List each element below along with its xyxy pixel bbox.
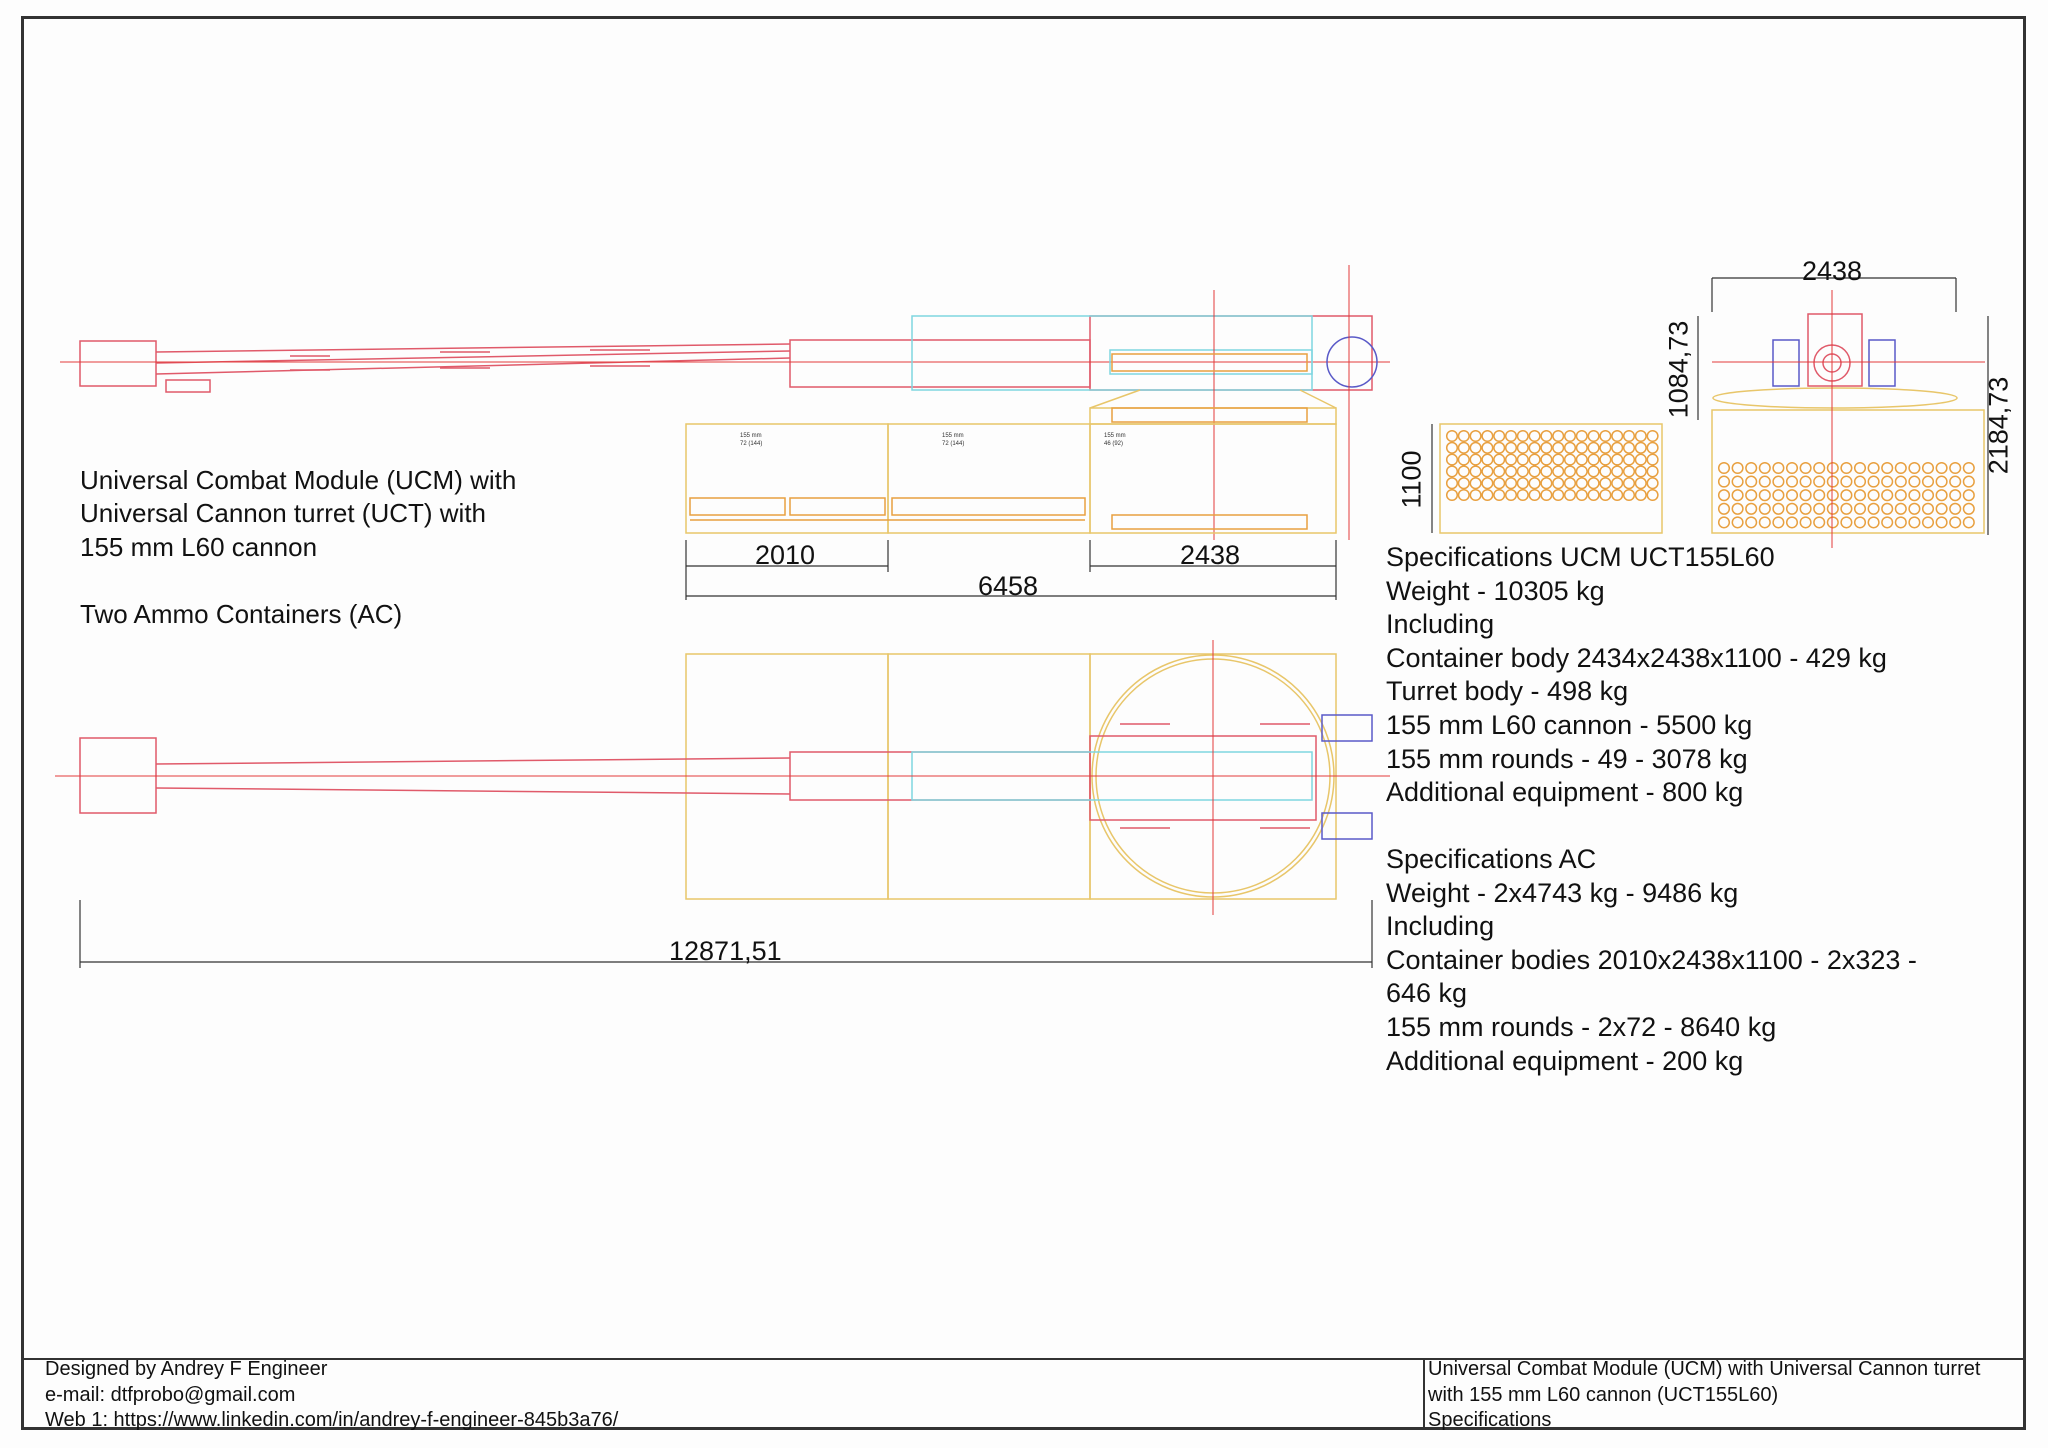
description-line-3: 155 mm L60 cannon [80,532,318,562]
round-symbol [1506,478,1517,489]
round-symbol [1964,476,1975,487]
round-symbol [1541,478,1552,489]
round-symbol [1719,463,1730,474]
round-symbol [1506,443,1517,454]
round-symbol [1565,431,1576,442]
round-symbol [1600,443,1611,454]
round-symbol [1541,443,1552,454]
email-text: e-mail: dtfprobo@gmail.com [45,1383,296,1406]
round-symbol [1964,490,1975,501]
round-symbol [1553,466,1564,477]
round-symbol [1760,463,1771,474]
specs-ucm-turret-body: Turret body - 498 kg [1386,676,1629,707]
round-symbol [1577,490,1588,501]
round-symbol [1950,490,1961,501]
round-symbol [1909,463,1920,474]
title-block-title [1428,1357,1980,1434]
round-symbol [1482,431,1493,442]
round-symbol [1518,454,1529,465]
description-line-1: Universal Combat Module (UCM) with [80,465,517,495]
round-symbol [1841,517,1852,528]
end-view-turret [1808,314,1862,386]
round-symbol [1909,504,1920,515]
round-symbol [1565,454,1576,465]
round-symbol [1447,466,1458,477]
dim-overall-height: 2184,73 [1983,376,2014,475]
side-turret [912,316,1312,390]
round-symbol [1773,490,1784,501]
round-symbol [1447,431,1458,442]
round-symbol [1470,490,1481,501]
round-symbol [1553,490,1564,501]
round-symbol [1459,490,1470,501]
round-symbol [1459,431,1470,442]
title-block-author [45,1357,618,1434]
round-symbol [1923,490,1934,501]
round-symbol [1760,517,1771,528]
round-symbol [1855,504,1866,515]
round-symbol [1936,517,1947,528]
side-container-labels [740,433,1126,447]
round-symbol [1882,517,1893,528]
round-symbol [1553,431,1564,442]
round-symbol [1868,490,1879,501]
round-symbol [1553,454,1564,465]
round-symbol [1732,463,1743,474]
round-symbol [1588,466,1599,477]
round-symbol [1482,490,1493,501]
round-symbol [1814,504,1825,515]
web-link: Web 1: https://www.linkedin.com/in/andrey-f-engineer-845b3a76/ [45,1409,619,1431]
round-symbol [1624,454,1635,465]
specs-ucm-including: Including [1386,609,1495,640]
round-symbol [1868,476,1879,487]
round-symbol [1760,476,1771,487]
specs-ucm-rounds: 155 mm rounds - 49 - 3078 kg [1386,743,1748,774]
round-symbol [1529,466,1540,477]
specs-ac-title: Specifications AC [1386,844,1597,874]
round-symbol [1494,478,1505,489]
round-symbol [1459,478,1470,489]
round-symbol [1647,443,1658,454]
round-symbol [1950,517,1961,528]
round-symbol [1719,504,1730,515]
round-symbol [1636,466,1647,477]
round-symbol [1828,517,1839,528]
round-symbol [1841,490,1852,501]
round-symbol [1600,431,1611,442]
round-symbol [1588,490,1599,501]
specs-ucm-title: Specifications UCM UCT155L60 [1386,542,1775,572]
round-symbol [1612,490,1623,501]
ac1-rounds-label: 72 (144) [740,441,763,447]
end-views [1440,290,1985,548]
round-symbol [1909,476,1920,487]
specs-ucm [1386,541,1887,810]
round-symbol [1950,476,1961,487]
dim-end-width: 2438 [1802,256,1863,286]
round-symbol [1909,490,1920,501]
round-symbol [1964,504,1975,515]
round-symbol [1647,454,1658,465]
round-symbol [1636,454,1647,465]
round-symbol [1588,431,1599,442]
round-symbol [1800,476,1811,487]
round-symbol [1896,476,1907,487]
round-symbol [1647,466,1658,477]
specs-ac-bodies-1: Container bodies 2010x2438x1100 - 2x323 - [1386,944,1917,975]
round-symbol [1482,443,1493,454]
round-symbol [1612,466,1623,477]
round-symbol [1447,443,1458,454]
dim-ucm-length: 2438 [1180,540,1241,570]
round-symbol [1855,463,1866,474]
round-symbol [1518,490,1529,501]
round-symbol [1529,443,1540,454]
round-symbol [1719,490,1730,501]
round-symbol [1882,504,1893,515]
end-view-ac-rounds [1447,431,1658,501]
round-symbol [1470,466,1481,477]
round-symbol [1828,463,1839,474]
round-symbol [1494,431,1505,442]
end-view-ucm-rounds [1719,463,1974,528]
round-symbol [1553,443,1564,454]
round-symbol [1600,466,1611,477]
round-symbol [1518,431,1529,442]
round-symbol [1800,504,1811,515]
round-symbol [1494,443,1505,454]
round-symbol [1529,490,1540,501]
round-symbol [1518,443,1529,454]
round-symbol [1909,517,1920,528]
round-symbol [1506,466,1517,477]
round-symbol [1577,454,1588,465]
round-symbol [1541,466,1552,477]
round-symbol [1518,466,1529,477]
round-symbol [1787,504,1798,515]
round-symbol [1647,490,1658,501]
ucm-rounds-label: 46 (92) [1104,441,1124,447]
ucm-caliber-label: 155 mm [1104,433,1126,439]
round-symbol [1647,478,1658,489]
round-symbol [1470,478,1481,489]
round-symbol [1447,478,1458,489]
round-symbol [1541,454,1552,465]
round-symbol [1494,466,1505,477]
end-view-side-boxes [1773,340,1895,386]
round-symbol [1588,443,1599,454]
round-symbol [1470,431,1481,442]
specs-ucm-additional: Additional equipment - 800 kg [1386,777,1744,808]
round-symbol [1470,454,1481,465]
round-symbol [1624,431,1635,442]
round-symbol [1541,490,1552,501]
round-symbol [1787,463,1798,474]
round-symbol [1565,490,1576,501]
round-symbol [1612,431,1623,442]
round-symbol [1719,476,1730,487]
round-symbol [1577,431,1588,442]
round-symbol [1814,463,1825,474]
round-symbol [1553,478,1564,489]
round-symbol [1760,504,1771,515]
round-symbol [1841,504,1852,515]
round-symbol [1882,490,1893,501]
round-symbol [1868,517,1879,528]
round-symbol [1612,454,1623,465]
title-block-divider [1423,1358,1425,1430]
round-symbol [1482,478,1493,489]
ac2-caliber-label: 155 mm [942,433,964,439]
round-symbol [1494,454,1505,465]
round-symbol [1855,517,1866,528]
round-symbol [1636,490,1647,501]
round-symbol [1773,517,1784,528]
round-symbol [1600,454,1611,465]
round-symbol [1841,476,1852,487]
round-symbol [1814,476,1825,487]
round-symbol [1600,490,1611,501]
round-symbol [1482,466,1493,477]
round-symbol [1814,517,1825,528]
round-symbol [1841,463,1852,474]
round-symbol [1787,476,1798,487]
round-symbol [1896,490,1907,501]
round-symbol [1612,443,1623,454]
round-symbol [1828,476,1839,487]
round-symbol [1828,504,1839,515]
specs-ac-additional: Additional equipment - 200 kg [1386,1045,1744,1076]
round-symbol [1541,431,1552,442]
round-symbol [1855,476,1866,487]
round-symbol [1787,490,1798,501]
round-symbol [1923,517,1934,528]
round-symbol [1636,431,1647,442]
end-view-ucm [1712,388,1984,533]
round-symbol [1882,463,1893,474]
ac1-caliber-label: 155 mm [740,433,762,439]
round-symbol [1624,443,1635,454]
round-symbol [1936,490,1947,501]
round-symbol [1773,476,1784,487]
round-symbol [1732,490,1743,501]
specs-ac-including: Including [1386,911,1495,942]
dim-container-height: 1100 [1396,450,1427,509]
round-symbol [1896,463,1907,474]
round-symbol [1746,463,1757,474]
round-symbol [1746,504,1757,515]
round-symbol [1565,466,1576,477]
specs-ac-bodies-2: 646 kg [1386,978,1468,1009]
round-symbol [1950,463,1961,474]
round-symbol [1964,463,1975,474]
round-symbol [1577,478,1588,489]
round-symbol [1868,504,1879,515]
round-symbol [1936,476,1947,487]
round-symbol [1588,478,1599,489]
round-symbol [1529,478,1540,489]
round-symbol [1896,517,1907,528]
round-symbol [1760,490,1771,501]
round-symbol [1459,443,1470,454]
round-symbol [1882,476,1893,487]
round-symbol [1800,463,1811,474]
side-containers [686,390,1336,533]
round-symbol [1787,517,1798,528]
round-symbol [1565,478,1576,489]
dim-overall-length: 12871,51 [669,936,782,966]
round-symbol [1800,517,1811,528]
round-symbol [1459,454,1470,465]
round-symbol [1950,504,1961,515]
round-symbol [1936,463,1947,474]
round-symbol [1746,476,1757,487]
round-symbol [1624,478,1635,489]
round-symbol [1773,504,1784,515]
specs-ac-rounds: 155 mm rounds - 2x72 - 8640 kg [1386,1011,1777,1042]
specs-ac [1386,843,1917,1078]
round-symbol [1447,490,1458,501]
description-line-2: Universal Cannon turret (UCT) with [80,498,487,528]
round-symbol [1459,466,1470,477]
round-symbol [1494,490,1505,501]
dim-total-containers: 6458 [978,571,1039,601]
round-symbol [1470,443,1481,454]
round-symbol [1577,466,1588,477]
round-symbol [1896,504,1907,515]
round-symbol [1746,517,1757,528]
round-symbol [1506,431,1517,442]
round-symbol [1923,476,1934,487]
round-symbol [1936,504,1947,515]
round-symbol [1855,490,1866,501]
round-symbol [1588,454,1599,465]
specs-ucm-container-body: Container body 2434x2438x1100 - 429 kg [1386,642,1887,673]
specs-ac-weight: Weight - 2x4743 kg - 9486 kg [1386,877,1739,908]
round-symbol [1923,504,1934,515]
round-symbol [1612,478,1623,489]
round-symbol [1964,517,1975,528]
description-line-4: Two Ammo Containers (AC) [80,599,403,629]
round-symbol [1773,463,1784,474]
round-symbol [1636,443,1647,454]
ac2-rounds-label: 72 (144) [942,441,965,447]
round-symbol [1746,490,1757,501]
dim-turret-height: 1084,73 [1663,320,1694,419]
title-line-3: Specifications [1428,1409,1552,1431]
specs-ucm-weight: Weight - 10305 kg [1386,575,1605,606]
round-symbol [1732,476,1743,487]
round-symbol [1506,490,1517,501]
round-symbol [1624,490,1635,501]
specs-ucm-cannon: 155 mm L60 cannon - 5500 kg [1386,709,1753,740]
round-symbol [1506,454,1517,465]
title-line-1: Universal Combat Module (UCM) with Universal Cannon turret [1428,1358,1981,1380]
designer-text: Designed by Andrey F Engineer [45,1358,328,1380]
round-symbol [1923,463,1934,474]
round-symbol [1814,490,1825,501]
round-symbol [1647,431,1658,442]
round-symbol [1482,454,1493,465]
round-symbol [1624,466,1635,477]
round-symbol [1719,517,1730,528]
round-symbol [1600,478,1611,489]
round-symbol [1577,443,1588,454]
round-symbol [1529,431,1540,442]
top-view [55,640,1390,915]
round-symbol [1529,454,1540,465]
title-line-2: with 155 mm L60 cannon (UCT155L60) [1428,1383,1779,1406]
round-symbol [1565,443,1576,454]
round-symbol [1828,490,1839,501]
round-symbol [1447,454,1458,465]
dim-ac-length: 2010 [755,540,816,570]
round-symbol [1800,490,1811,501]
round-symbol [1636,478,1647,489]
round-symbol [1732,517,1743,528]
round-symbol [1868,463,1879,474]
round-symbol [1732,504,1743,515]
round-symbol [1518,478,1529,489]
